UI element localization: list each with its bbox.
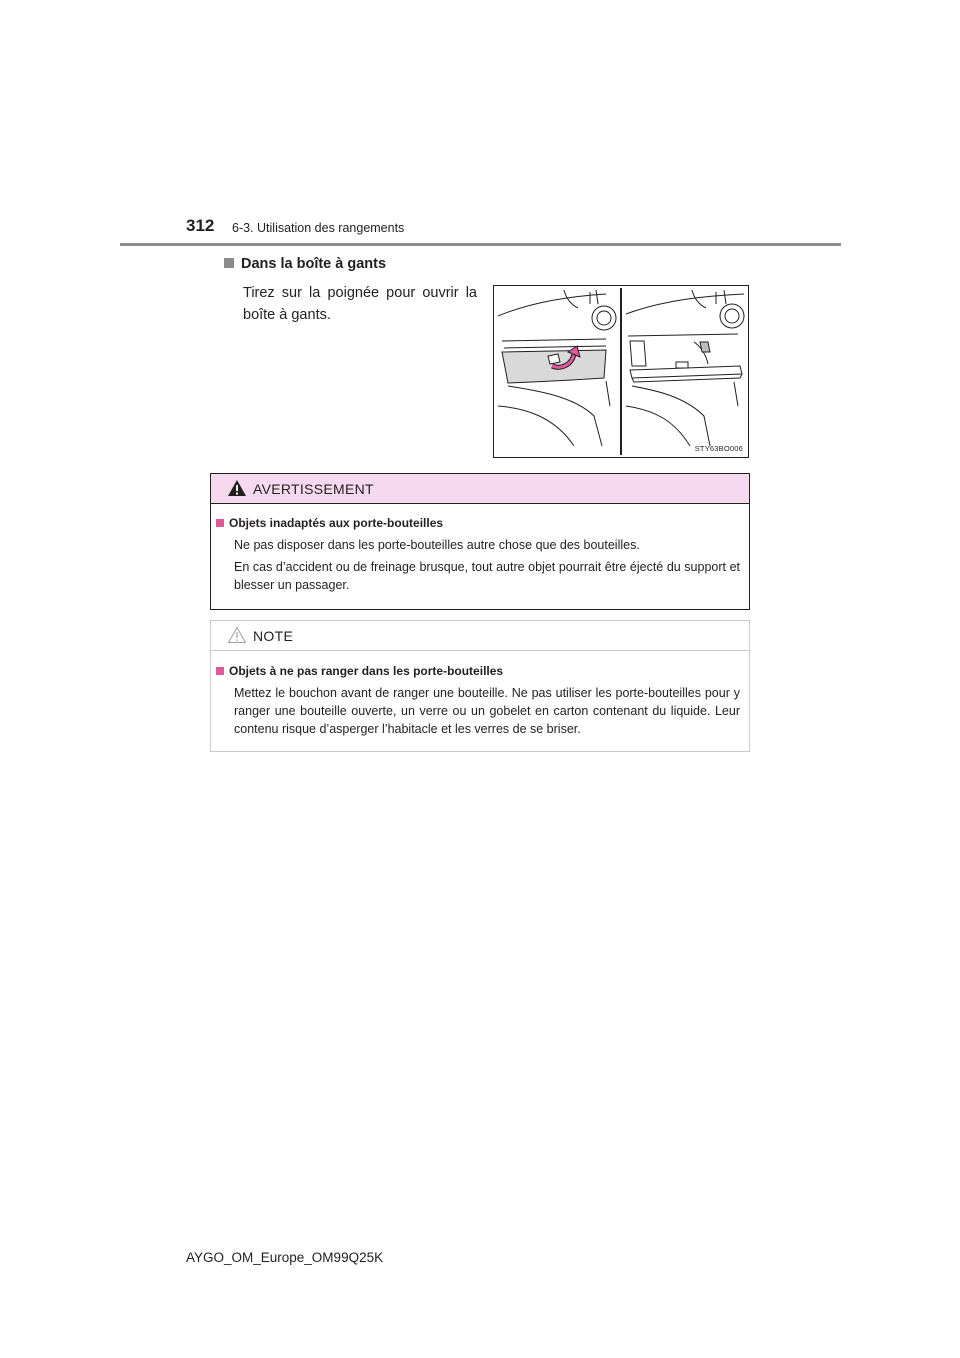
note-header <box>211 621 749 651</box>
warning-header <box>211 474 749 504</box>
warning-triangle-icon <box>227 479 247 497</box>
square-bullet-icon <box>216 519 224 527</box>
glovebox-heading-text: Dans la boîte à gants <box>241 256 387 272</box>
glovebox-instructions: Tirez sur la poignée pour ouvrir la boîte à gants. <box>243 285 477 323</box>
note-item-title <box>216 664 503 678</box>
footer-document-id: AYGO_OM_Europe_OM99Q25K <box>186 1250 384 1265</box>
header-rule <box>120 243 841 246</box>
glovebox-drawing <box>494 286 748 457</box>
caution-triangle-icon <box>227 626 247 644</box>
warning-item-title <box>216 516 443 530</box>
warning-paragraph: Ne pas disposer dans les porte-bouteilles autre chose que des bouteilles. <box>234 538 640 552</box>
figure-code: STY63BO006 <box>694 444 743 453</box>
warning-item-title-text: Objets inadaptés aux porte-bouteilles <box>229 516 444 530</box>
note-label: NOTE <box>253 628 294 644</box>
square-bullet-icon <box>224 258 234 268</box>
note-box <box>210 620 750 752</box>
warning-box <box>210 473 750 610</box>
glovebox-illustration <box>493 285 749 458</box>
square-bullet-icon <box>216 667 224 675</box>
page-number: 312 <box>186 216 215 235</box>
note-paragraph: Mettez le bouchon avant de ranger une bouteille. Ne pas utiliser les porte-bouteilles pour y ranger une bouteille ouverte, un verre ou un gobelet en carton contenant du liquide. Leur contenu risque d’asperger l’habitacle et les verres de se briser. <box>234 686 740 736</box>
section-title: 6-3. Utilisation des rangements <box>232 221 405 235</box>
warning-label: AVERTISSEMENT <box>253 481 374 497</box>
warning-paragraph: En cas d’accident ou de freinage brusque, tout autre objet pourrait être éjecté du support et blesser un passager. <box>234 560 740 592</box>
note-item-title-text: Objets à ne pas ranger dans les porte-bouteilles <box>229 664 504 678</box>
glovebox-heading <box>224 256 386 272</box>
